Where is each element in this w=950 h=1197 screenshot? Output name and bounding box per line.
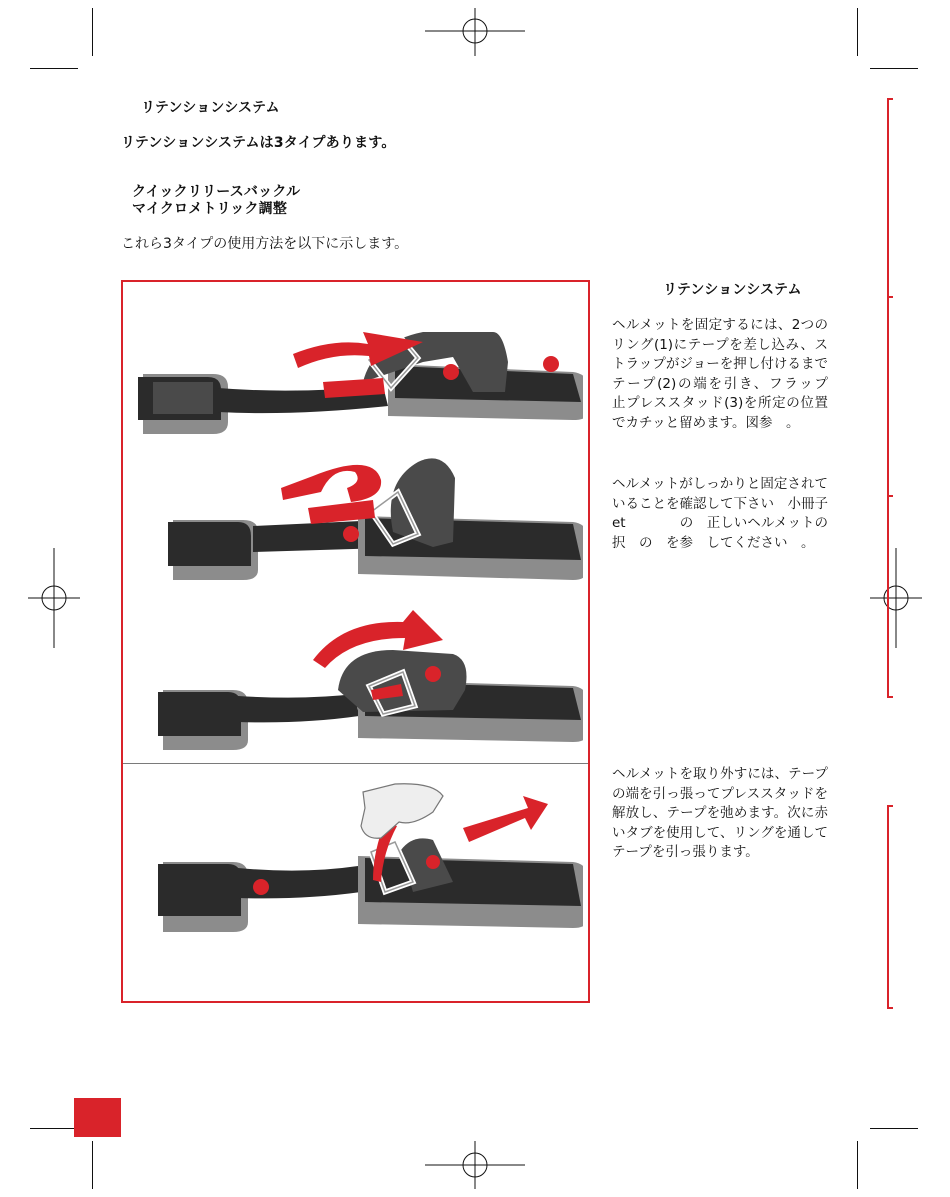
registration-mark-right-icon [870,548,922,648]
figure-divider [123,763,588,764]
registration-mark-left-icon [28,548,80,648]
type-item-1: クイックリリースバックル [132,184,301,200]
side-tab-tick-1 [887,296,893,298]
fasten-instructions: ヘルメットを固定するには、2つのリング(1)にテープを差し込み、ストラップがジョーを押し付けるまでテープ(2)の端を引き、フラップ 止プレススタッド(3)を所定の位置でカチッと留めます。図参 。 [612,317,842,431]
strap-step-fasten-3 [133,610,583,760]
intro-text: リテンションシステムは3タイプあります。 [121,135,396,151]
registration-mark-bottom-icon [425,1141,525,1189]
usage-note: これら3タイプの使用方法を以下に示します。 [121,236,409,252]
release-instructions: ヘルメットを取り外すには、テープの端を引っ張ってプレススタッドを解放し、テープを弛めます。次に赤いタブを使用して、リングを通してテープを引っ張ります。 [612,766,828,861]
strap-step-fasten-2 [133,452,583,602]
crop-mark-top-left-v [92,8,93,56]
crop-mark-top-left-h [30,68,78,69]
crop-mark-bottom-left-v [92,1141,93,1189]
side-tab-tick-2 [887,495,893,497]
crop-mark-bottom-right-h [870,1128,918,1129]
side-tab-bracket-upper [887,98,893,698]
page-corner-block [74,1098,121,1137]
strap-illustration-panel [121,280,590,1003]
fit-check-note: ヘルメットがしっかりと固定されていることを確認して下さい 小冊子 et の 正しいヘルメットの 択 の を参 してください 。 [612,476,855,551]
type-item-2: マイクロメトリック調整 [132,201,288,217]
crop-mark-top-right-v [857,8,858,56]
registration-mark-top-icon [425,8,525,56]
strap-step-release [133,782,583,982]
page-title: リテンションシステム [141,100,280,116]
strap-step-fasten-1 [133,302,583,452]
side-tab-bracket-lower [887,805,893,1009]
side-heading: リテンションシステム [663,282,802,298]
crop-mark-bottom-left-h [30,1128,78,1129]
crop-mark-bottom-right-v [857,1141,858,1189]
crop-mark-top-right-h [870,68,918,69]
